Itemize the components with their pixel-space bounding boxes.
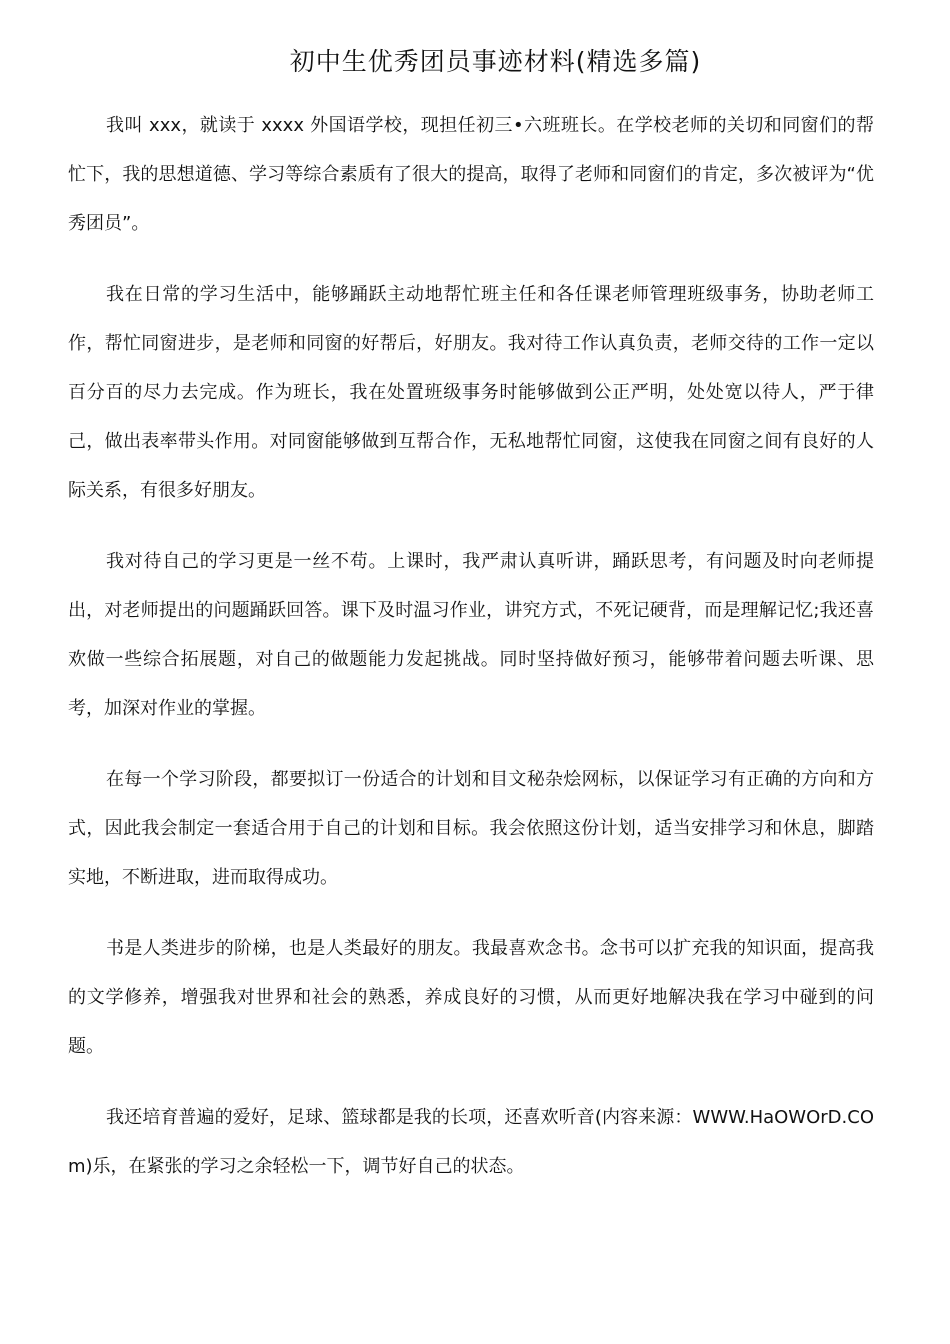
paragraph-hobbies: 我还培育普遍的爱好，足球、篮球都是我的长项，还喜欢听音(内容来源：WWW.HaOWOrD.COm)乐，在紧张的学习之余轻松一下，调节好自己的状态。 (68, 1107, 874, 1177)
paragraph-class-work: 我在日常的学习生活中，能够踊跃主动地帮忙班主任和各任课老师管理班级事务，协助老师工作，帮忙同窗进步，是老师和同窗的好帮后，好朋友。我对待工作认真负责，老师交待的工作一定以百分百的尽力去完成。作为班长，我在处置班级事务时能够做到公正严明，处处宽以待人，严于律己，做出表率带头作用。对同窗能够做到互帮合作，无私地帮忙同窗，这使我在同窗之间有良好的人际关系，有很多好朋友。 (68, 284, 874, 501)
paragraph-study-attitude: 我对待自己的学习更是一丝不苟。上课时，我严肃认真听讲，踊跃思考，有问题及时向老师提出，对老师提出的问题踊跃回答。课下及时温习作业，讲究方式，不死记硬背，而是理解记忆;我还喜欢做一些综合拓展题，对自己的做题能力发起挑战。同时坚持做好预习，能够带着问题去听课、思考，加深对作业的掌握。 (68, 551, 874, 719)
document-title: 初中生优秀团员事迹材料(精选多篇) (289, 47, 702, 76)
paragraph-reading: 书是人类进步的阶梯，也是人类最好的朋友。我最喜欢念书。念书可以扩充我的知识面，提高我的文学修养，增强我对世界和社会的熟悉，养成良好的习惯，从而更好地解决我在学习中碰到的问题。 (68, 938, 874, 1057)
document-body (68, 101, 874, 1213)
paragraph-study-plan: 在每一个学习阶段，都要拟订一份适合的计划和目文秘杂烩网标，以保证学习有正确的方向和方式，因此我会制定一套适合用于自己的计划和目标。我会依照这份计划，适当安排学习和休息，脚踏实地，不断进取，进而取得成功。 (68, 769, 874, 888)
paragraph-intro: 我叫 xxx，就读于 xxxx 外国语学校，现担任初三•六班班长。在学校老师的关切和同窗们的帮忙下，我的思想道德、学习等综合素质有了很大的提高，取得了老师和同窗们的肯定，多次被评为“优秀团员”。 (68, 115, 874, 234)
